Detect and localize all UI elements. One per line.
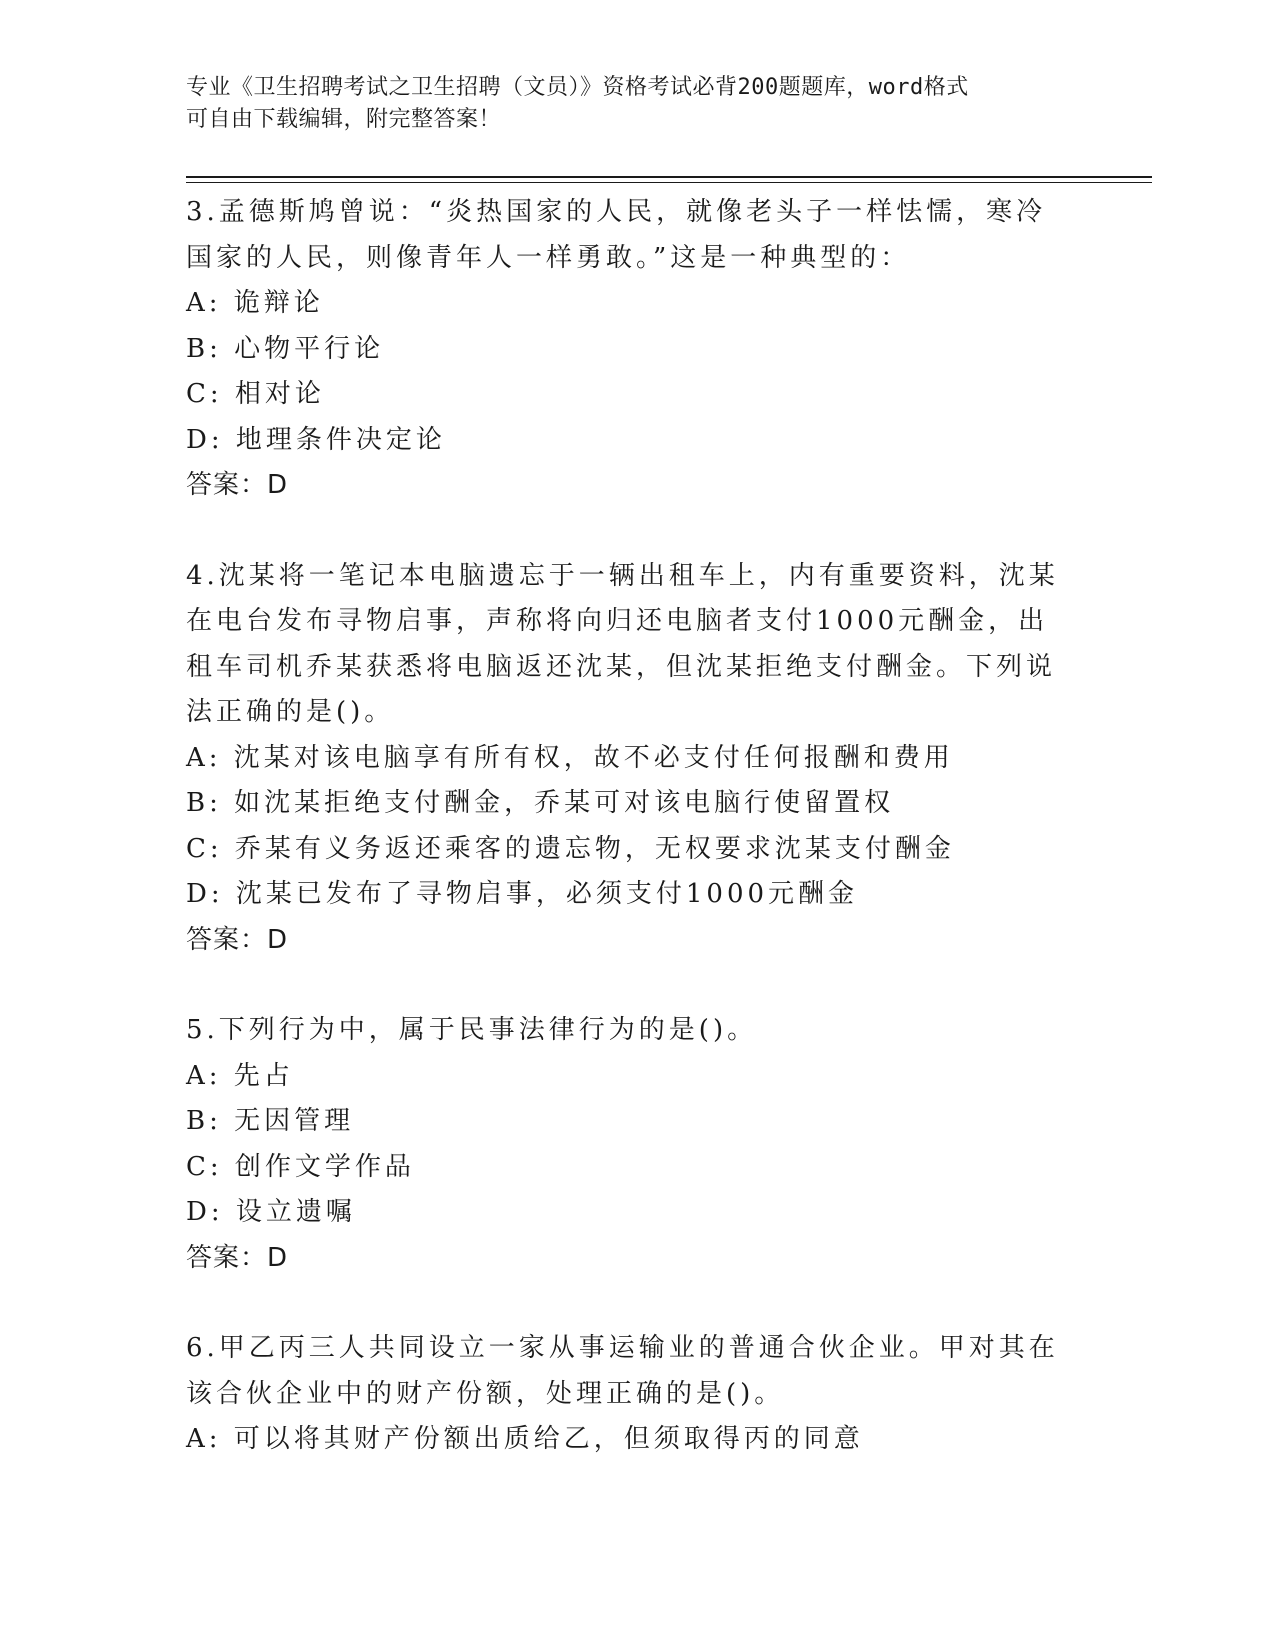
option-a: A: 诡辩论 [186,288,324,318]
option-c: C: 创作文学作品 [186,1151,415,1182]
option-b: B: 心物平行论 [186,333,385,364]
option-d: D: 地理条件决定论 [186,424,446,455]
option-b: B: 如沈某拒绝支付酬金，乔某可对该电脑行使留置权 [186,788,895,818]
question-3 [186,190,1066,509]
question-4 [186,554,1066,964]
option-d: D: 设立遗嘱 [186,1197,356,1227]
header-line-1: 专业《卫生招聘考试之卫生招聘（文员）》资格考试必背200题题库，word格式 [186,75,969,100]
header-line-2: 可自由下载编辑，附完整答案！ [186,107,502,132]
question-text: 6.甲乙丙三人共同设立一家从事运输业的普通合伙企业。甲对其在该合伙企业中的财产份额，处理正确的是()。 [186,1333,1059,1409]
option-b: B: 无因管理 [186,1106,355,1136]
question-text: 5.下列行为中，属于民事法律行为的是()。 [186,1015,758,1045]
question-gap [186,963,1066,1008]
document-header [186,72,1086,136]
answer: 答案：D [186,470,289,500]
question-5 [186,1008,1066,1281]
question-gap [186,509,1066,554]
option-c: C: 相对论 [186,379,325,409]
option-c: C: 乔某有义务返还乘客的遗忘物，无权要求沈某支付酬金 [186,833,955,864]
option-a: A: 沈某对该电脑享有所有权，故不必支付任何报酬和费用 [186,742,954,773]
option-a: A: 先占 [186,1060,294,1091]
question-6 [186,1326,1066,1463]
question-text: 4.沈某将一笔记本电脑遗忘于一辆出租车上，内有重要资料，沈某在电台发布寻物启事，声称将向归还电脑者支付1000元酬金，出租车司机乔某获悉将电脑返还沈某，但沈某拒绝支付酬金。下列说法正确的是()。 [186,560,1059,727]
question-text: 3.孟德斯鸠曾说：“炎热国家的人民，就像老头子一样怯懦，寒冷国家的人民，则像青年人一样勇敢。”这是一种典型的： [186,197,1047,273]
question-list [186,190,1066,1463]
option-d: D: 沈某已发布了寻物启事，必须支付1000元酬金 [186,879,859,909]
answer: 答案：D [186,1242,289,1273]
header-divider-thick [186,176,1152,178]
answer: 答案：D [186,924,289,955]
header-divider-thin [186,182,1152,183]
option-a: A: 可以将其财产份额出质给乙，但须取得丙的同意 [186,1424,864,1454]
question-gap [186,1281,1066,1326]
